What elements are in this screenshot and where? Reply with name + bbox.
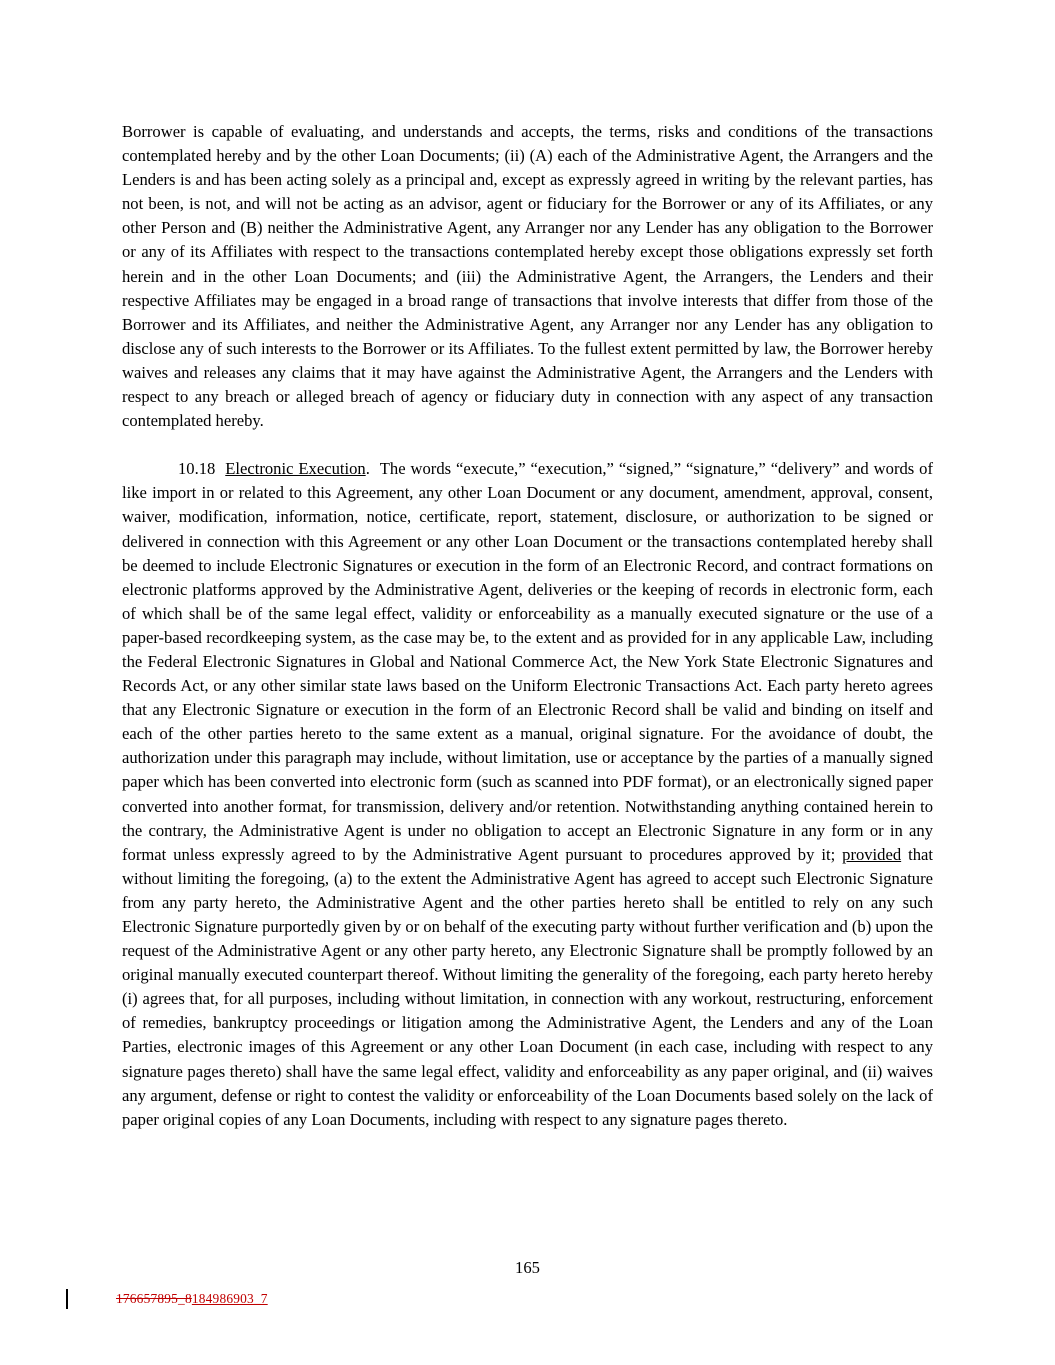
section-heading: Electronic Execution <box>225 459 366 479</box>
section-body-part-1: The words “execute,” “execution,” “signed,” “signature,” “delivery” and words of like import in or related to this Agreement, any other Loan Document or any document, amendment, approval, consent, waiver, modification, information, notice, certificate, report, statement, disclosure, or authorization to be signed or delivered in connection with this Agreement or any other Loan Document or the transactions contemplated hereby shall be deemed to include Electronic Signatures or execution in the form of an Electronic Record, and contract formations on electronic platforms approved by the Administrative Agent, deliveries or the keeping of records in electronic form, each of which shall be of the same legal effect, validity or enforceability as a manually executed signature or the use of a paper-based recordkeeping system, as the case may be, to the extent and as provided for in any applicable Law, including the Federal Electronic Signatures in Global and National Commerce Act, the New York State Electronic Signatures and Records Act, or any other similar state laws based on the Uniform Electronic Transactions Act. Each party hereto agrees that any Electronic Signature or execution in the form of an Electronic Record shall be valid and binding on itself and each of the other parties hereto to the same extent as a manual, original signature. For the avoidance of doubt, the authorization under this paragraph may include, without limitation, use or acceptance by the parties of a manually signed paper which has been converted into electronic form (such as scanned into PDF format), or an electronically signed paper converted into another format, for transmission, delivery and/or retention. Notwithstanding anything contained herein to the contrary, the Administrative Agent is under no obligation to accept an Electronic Signature in any form or in any format unless expressly agreed to by the Administrative Agent pursuant to procedures approved by it; <box>122 459 934 864</box>
revision-change-bar <box>66 1289 68 1309</box>
paragraph-borrower-capable: Borrower is capable of evaluating, and understands and accepts, the terms, risks and conditions of the transactions contemplated hereby and by the other Loan Documents; (ii) (A) each of the Administrative Agent, the Arrangers and the Lenders is and has been acting solely as a principal and, except as expressly agreed in writing by the relevant parties, has not been, is not, and will not be acting as an advisor, agent or fiduciary for the Borrower or any of its Affiliates, or any other Person and (B) neither the Administrative Agent, any Arranger nor any Lender has any obligation to the Borrower or any of its Affiliates with respect to the transactions contemplated hereby except those obligations expressly set forth herein and in the other Loan Documents; and (iii) the Administrative Agent, the Arrangers, the Lenders and their respective Affiliates may be engaged in a broad range of transactions that involve interests that differ from those of the Borrower and its Affiliates, and neither the Administrative Agent, any Arranger nor any Lender has any obligation to disclose any of such interests to the Borrower or its Affiliates. To the fullest extent permitted by law, the Borrower hereby waives and releases any claims that it may have against the Administrative Agent, the Arrangers and the Lenders with respect to any breach or alleged breach of agency or fiduciary duty in connection with any aspect of any transaction contemplated hereby. <box>122 122 933 431</box>
page-content <box>122 120 933 1132</box>
footer <box>66 1290 268 1308</box>
section-body-emphasis: provided <box>842 844 902 864</box>
page-number: 165 <box>515 1258 540 1277</box>
paragraph-section-10-18 <box>122 457 933 1132</box>
footer-document-id <box>116 1291 268 1307</box>
footer-document-id-new: 184986903_7 <box>191 1291 268 1306</box>
section-heading-suffix: . <box>365 459 370 479</box>
footer-document-id-old: 176657895_8 <box>116 1291 192 1306</box>
section-body-part-2: that without limiting the foregoing, (a) to the extent the Administrative Agent has agreed to accept such Electronic Signature from any party hereto, the Administrative Agent and the other parties hereto shall be entitled to rely on any such Electronic Signature purportedly given by or on behalf of the executing party without further verification and (b) upon the request of the Administrative Agent or any other party hereto, any Electronic Signature shall be promptly followed by an original manually executed counterpart thereof. Without limiting the generality of the foregoing, each party hereto hereby (i) agrees that, for all purposes, including without limitation, in connection with any workout, restructuring, enforcement of remedies, bankruptcy proceedings or litigation among the Administrative Agent, the Lenders and any of the Loan Parties, electronic images of this Agreement or any other Loan Document (in each case, including with respect to any signature pages thereto) shall have the same legal effect, validity and enforceability as any paper original, and (ii) waives any argument, defense or right to contest the validity or enforceability of the Loan Documents based solely on the lack of paper original copies of any Loan Documents, including with respect to any signature pages thereto. <box>122 844 933 1129</box>
section-number: 10.18 <box>178 459 216 479</box>
